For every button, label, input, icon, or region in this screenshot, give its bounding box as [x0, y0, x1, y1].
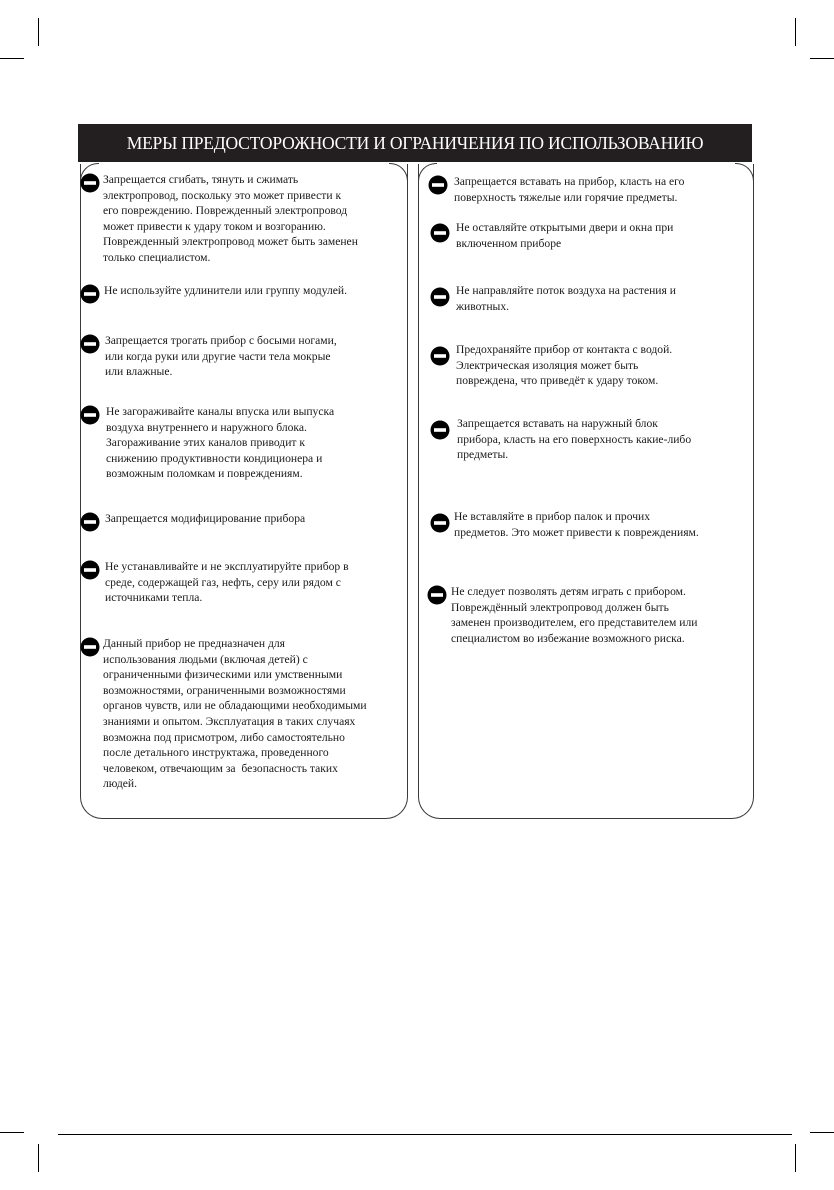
- no-entry-icon: [80, 560, 100, 580]
- warning-item: [80, 636, 367, 792]
- warning-item: [430, 342, 672, 389]
- warning-item: [430, 509, 699, 540]
- warning-item: [430, 220, 673, 251]
- warning-item: [428, 174, 684, 205]
- warning-text: Запрещается вставать на прибор, класть на его поверхность тяжелые или горячие предметы.: [454, 175, 685, 204]
- warning-text: Запрещается вставать на наружный блок прибора, класть на его поверхность какие-либо предметы.: [457, 417, 692, 462]
- warning-item: [80, 511, 305, 527]
- warning-item: [80, 404, 334, 482]
- no-entry-icon: [80, 173, 100, 193]
- page-title: МЕРЫ ПРЕДОСТОРОЖНОСТИ И ОГРАНИЧЕНИЯ ПО ИСПОЛЬЗОВАНИЮ: [78, 124, 752, 162]
- no-entry-icon: [430, 420, 450, 440]
- warning-text: Не используйте удлинители или группу модулей.: [104, 284, 348, 297]
- crop-mark: [795, 1144, 796, 1172]
- warning-item: [427, 584, 697, 646]
- warning-text: Не следует позволять детям играть с прибором. Повреждённый электропровод должен быть заменен производителем, его представителем или специалистом во избежание возможного риска.: [451, 585, 698, 645]
- right-column-frame: [418, 164, 754, 819]
- warning-item: [80, 172, 358, 266]
- crop-mark: [38, 18, 39, 46]
- no-entry-icon: [80, 334, 100, 354]
- crop-mark: [795, 18, 796, 46]
- no-entry-icon: [80, 637, 100, 657]
- warning-text: Запрещается трогать прибор с босыми ногами, или когда руки или другие части тела мокрые или влажные.: [105, 334, 337, 379]
- warning-text: Данный прибор не предназначен для использования людьми (включая детей) с ограниченными физическими или умственными возможностями, ограниченными возможностями органов чувств, или не обладающими необходимыми знаниями и опытом. Эксплуатация в таких случаях возможна под присмотром, либо самостоятельно после детального инструктажа, проведенного человеком, отвечающим за безопасность таких людей.: [103, 637, 367, 791]
- no-entry-icon: [430, 287, 450, 307]
- warning-text: Предохраняйте прибор от контакта с водой. Электрическая изоляция может быть повреждена, что приведёт к удару током.: [456, 343, 673, 388]
- crop-mark: [810, 58, 834, 59]
- warning-text: Не устанавливайте и не эксплуатируйте прибор в среде, содержащей газ, нефть, серу или рядом с источниками тепла.: [105, 560, 349, 605]
- crop-mark: [810, 1132, 834, 1133]
- warning-text: Не загораживайте каналы впуска или выпуска воздуха внутреннего и наружного блока. Загораживание этих каналов приводит к снижению продуктивности кондиционера и возможным поломкам и повреждениям.: [106, 405, 335, 481]
- no-entry-icon: [427, 585, 447, 605]
- no-entry-icon: [80, 284, 100, 304]
- warning-text: Запрещается сгибать, тянуть и сжимать электропровод, поскольку это может привести к его повреждению. Поврежденный электропровод может привести к удару током и возгоранию. Поврежденный электропровод может быть заменен только специалистом.: [103, 173, 358, 264]
- warning-item: [430, 283, 676, 314]
- warning-text: Не направляйте поток воздуха на растения и животных.: [456, 284, 676, 313]
- no-entry-icon: [428, 175, 448, 195]
- warning-text: Запрещается модифицирование прибора: [105, 512, 306, 525]
- warning-item: [80, 333, 337, 380]
- warning-item: [80, 559, 349, 606]
- warning-text: Не вставляйте в прибор палок и прочих предметов. Это может привести к повреждениям.: [454, 510, 699, 539]
- crop-mark: [38, 1144, 39, 1172]
- warning-text: Не оставляйте открытыми двери и окна при включенном приборе: [456, 221, 674, 250]
- no-entry-icon: [80, 512, 100, 532]
- no-entry-icon: [430, 223, 450, 243]
- warning-item: [80, 283, 347, 299]
- crop-mark: [0, 58, 24, 59]
- warning-item: [430, 416, 691, 463]
- no-entry-icon: [430, 513, 450, 533]
- no-entry-icon: [80, 405, 100, 425]
- crop-mark: [0, 1132, 24, 1133]
- bottom-rule: [58, 1134, 792, 1135]
- no-entry-icon: [430, 346, 450, 366]
